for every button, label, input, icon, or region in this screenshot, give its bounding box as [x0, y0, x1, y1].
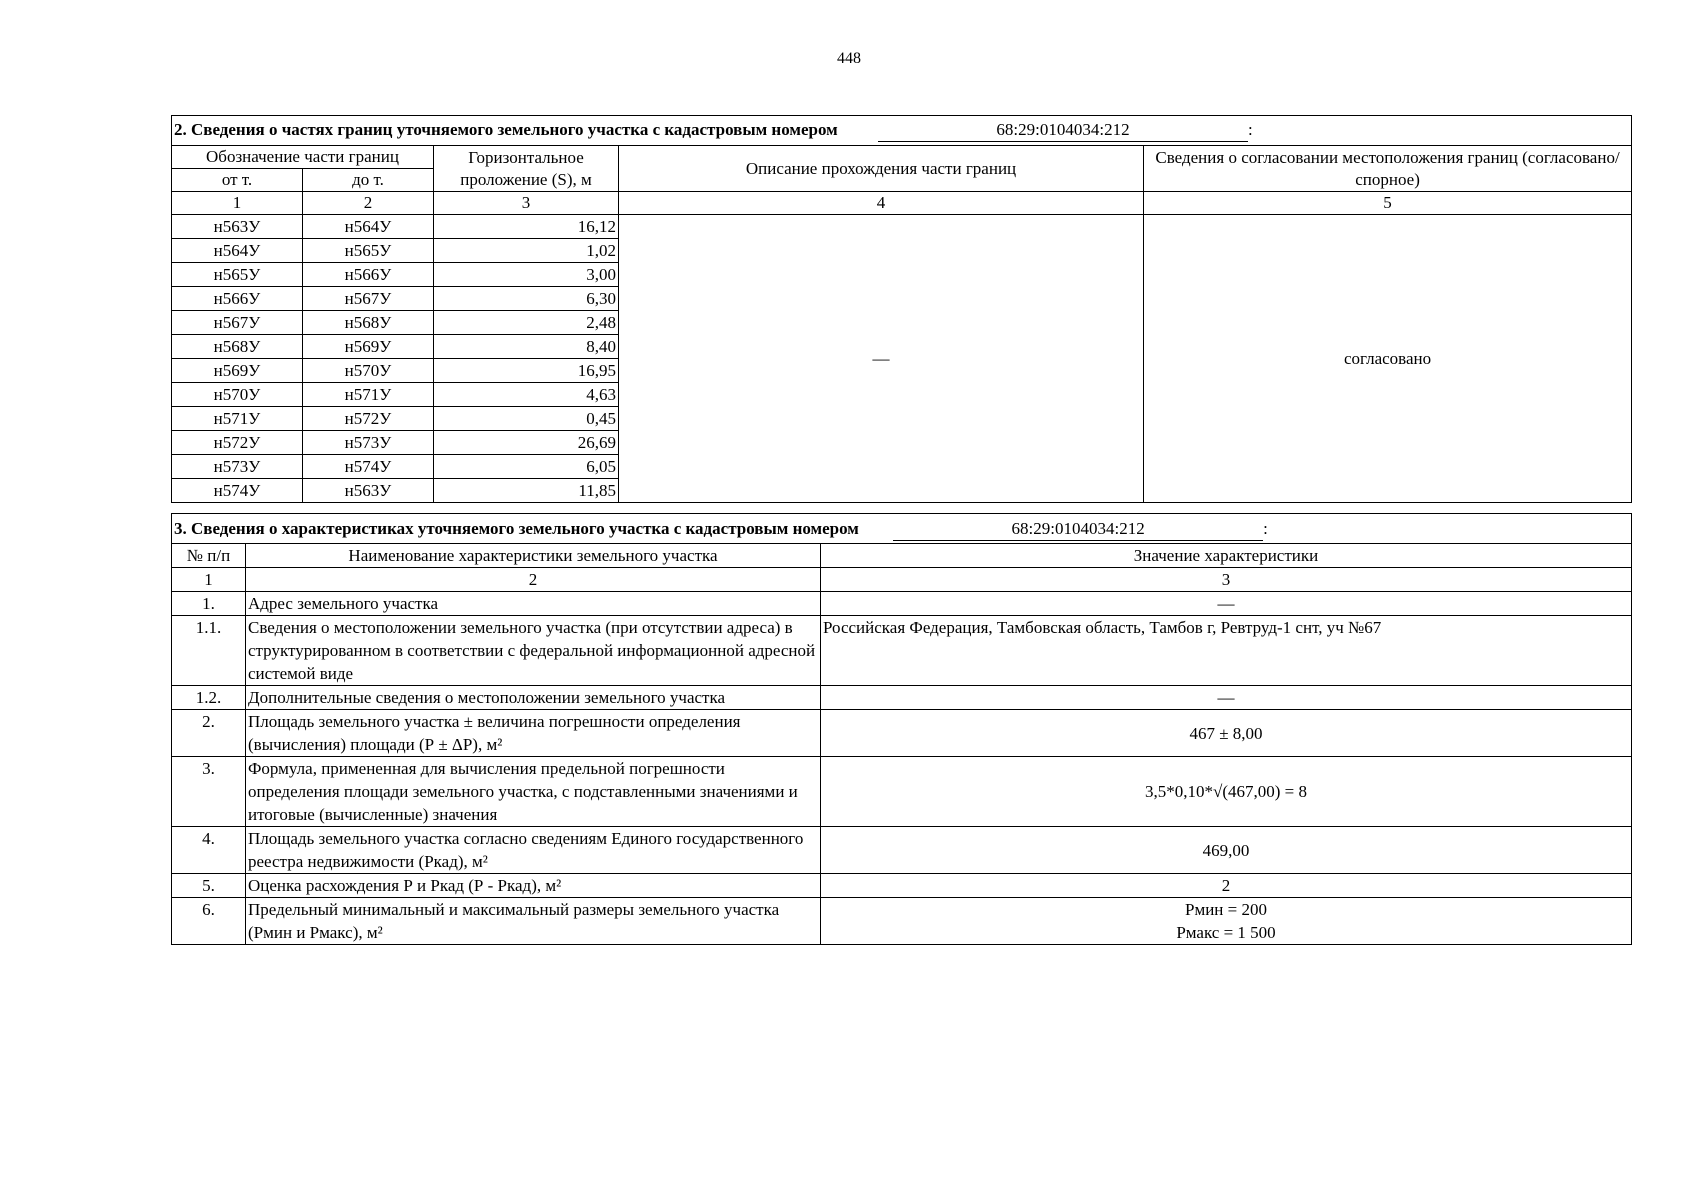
characteristic-name: Оценка расхождения Р и Ркад (Р - Ркад), м²	[246, 874, 821, 898]
characteristic-value: 467 ± 8,00	[821, 710, 1632, 757]
to-point: н570У	[303, 359, 434, 383]
row-number: 3.	[172, 757, 246, 827]
col-number: 2	[246, 568, 821, 592]
row-number: 1.1.	[172, 616, 246, 686]
max-size-value: Рмакс = 1 500	[1176, 923, 1276, 942]
characteristic-value: 2	[821, 874, 1632, 898]
row-number: 4.	[172, 827, 246, 874]
horizontal-distance: 26,69	[434, 431, 619, 455]
horizontal-distance: 6,05	[434, 455, 619, 479]
table-row	[172, 710, 1632, 757]
section3-cadastral-number: 68:29:0104034:212	[893, 517, 1263, 541]
table-row	[172, 215, 1632, 239]
table-row	[172, 616, 1632, 686]
section2-title-row	[172, 116, 1632, 146]
col-number: 1	[172, 192, 303, 215]
row-number: 5.	[172, 874, 246, 898]
to-point: н574У	[303, 455, 434, 479]
agreement-header: Сведения о согласовании местоположения границ (согласовано/спорное)	[1144, 146, 1632, 192]
from-point: н573У	[172, 455, 303, 479]
horizontal-distance: 8,40	[434, 335, 619, 359]
to-point: н572У	[303, 407, 434, 431]
row-number: 6.	[172, 898, 246, 945]
description-header: Описание прохождения части границ	[619, 146, 1144, 192]
from-point: н572У	[172, 431, 303, 455]
from-header: от т.	[172, 169, 303, 192]
page-number: 448	[837, 50, 861, 67]
from-point: н563У	[172, 215, 303, 239]
characteristic-name: Сведения о местоположении земельного участка (при отсутствии адреса) в структурированном в соответствии с федеральной информационной адресной системой виде	[246, 616, 821, 686]
table-row	[172, 757, 1632, 827]
section3-colon: :	[1263, 518, 1268, 538]
from-point: н564У	[172, 239, 303, 263]
table-row	[172, 592, 1632, 616]
from-point: н574У	[172, 479, 303, 503]
horizontal-distance: 2,48	[434, 311, 619, 335]
characteristic-value: 3,5*0,10*√(467,00) = 8	[821, 757, 1632, 827]
characteristics-table	[171, 513, 1632, 945]
from-point: н566У	[172, 287, 303, 311]
name-header: Наименование характеристики земельного участка	[246, 544, 821, 568]
characteristic-value: —	[821, 686, 1632, 710]
characteristic-value-pair	[821, 898, 1632, 945]
characteristic-name: Площадь земельного участка ± величина погрешности определения (вычисления) площади (Р ± ΔР), м²	[246, 710, 821, 757]
horizontal-distance: 16,12	[434, 215, 619, 239]
col-number: 4	[619, 192, 1144, 215]
characteristic-value: Российская Федерация, Тамбовская область, Тамбов г, Ревтруд-1 снт, уч №67	[821, 616, 1632, 686]
to-point: н564У	[303, 215, 434, 239]
row-number: 1.2.	[172, 686, 246, 710]
section3-title-row	[172, 514, 1632, 544]
table-row	[172, 686, 1632, 710]
horizontal-distance: 11,85	[434, 479, 619, 503]
from-point: н571У	[172, 407, 303, 431]
to-point: н569У	[303, 335, 434, 359]
agreement-value: согласовано	[1144, 215, 1632, 503]
from-point: н565У	[172, 263, 303, 287]
table-row	[172, 874, 1632, 898]
to-point: н568У	[303, 311, 434, 335]
characteristic-value: 469,00	[821, 827, 1632, 874]
to-point: н565У	[303, 239, 434, 263]
min-size-value: Рмин = 200	[1185, 900, 1267, 919]
col-number: 2	[303, 192, 434, 215]
horizontal-header: Горизонтальное проложение (S), м	[434, 146, 619, 192]
num-header: № п/п	[172, 544, 246, 568]
col-number: 1	[172, 568, 246, 592]
horizontal-distance: 0,45	[434, 407, 619, 431]
horizontal-distance: 16,95	[434, 359, 619, 383]
horizontal-distance: 3,00	[434, 263, 619, 287]
value-header: Значение характеристики	[821, 544, 1632, 568]
characteristic-name: Площадь земельного участка согласно сведениям Единого государственного реестра недвижимости (Ркад), м²	[246, 827, 821, 874]
to-point: н571У	[303, 383, 434, 407]
section3-title: 3. Сведения о характеристиках уточняемого земельного участка с кадастровым номером	[174, 518, 859, 538]
designation-header: Обозначение части границ	[172, 146, 434, 169]
characteristic-name: Дополнительные сведения о местоположении земельного участка	[246, 686, 821, 710]
characteristic-name: Формула, примененная для вычисления предельной погрешности определения площади земельного участка, с подставленными значениями и итоговые (вычисленные) значения	[246, 757, 821, 827]
to-point: н567У	[303, 287, 434, 311]
section2-title: 2. Сведения о частях границ уточняемого земельного участка с кадастровым номером	[174, 120, 838, 139]
horizontal-distance: 4,63	[434, 383, 619, 407]
to-header: до т.	[303, 169, 434, 192]
from-point: н568У	[172, 335, 303, 359]
horizontal-distance: 6,30	[434, 287, 619, 311]
section2-cadastral-number: 68:29:0104034:212	[878, 119, 1248, 142]
to-point: н563У	[303, 479, 434, 503]
from-point: н570У	[172, 383, 303, 407]
section2-header-row	[172, 146, 1632, 169]
section3-header-row	[172, 544, 1632, 568]
row-number: 1.	[172, 592, 246, 616]
characteristic-name: Адрес земельного участка	[246, 592, 821, 616]
table-row	[172, 898, 1632, 945]
from-point: н567У	[172, 311, 303, 335]
table-row	[172, 827, 1632, 874]
characteristic-value: —	[821, 592, 1632, 616]
characteristic-name: Предельный минимальный и максимальный размеры земельного участка (Рмин и Рмакс), м²	[246, 898, 821, 945]
section2-colon: :	[1248, 120, 1253, 139]
from-point: н569У	[172, 359, 303, 383]
to-point: н573У	[303, 431, 434, 455]
to-point: н566У	[303, 263, 434, 287]
description-value: —	[619, 215, 1144, 503]
col-number: 3	[434, 192, 619, 215]
row-number: 2.	[172, 710, 246, 757]
horizontal-distance: 1,02	[434, 239, 619, 263]
col-number: 5	[1144, 192, 1632, 215]
boundary-parts-table	[171, 115, 1632, 503]
section2-col-numbers-row	[172, 192, 1632, 215]
col-number: 3	[821, 568, 1632, 592]
section3-col-numbers-row	[172, 568, 1632, 592]
